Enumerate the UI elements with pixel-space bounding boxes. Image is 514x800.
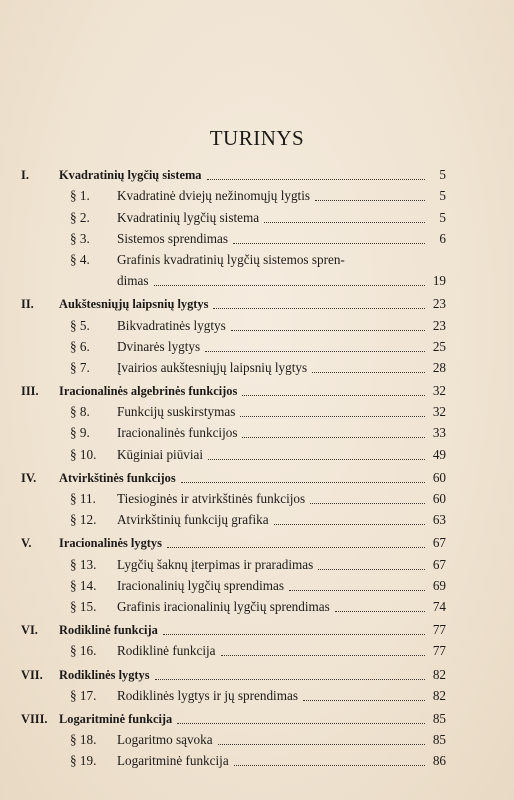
page-number: 28: [432, 359, 446, 375]
section-number: § 7.: [70, 359, 90, 375]
dot-leader: [234, 765, 425, 766]
section-title: Kūginiai piūviai: [117, 446, 204, 462]
section-number: § 1.: [70, 188, 90, 204]
section-title: Logaritmo sąvoka: [117, 732, 213, 748]
page-number: 32: [432, 404, 446, 420]
chapter-title: Iracionalinės algebrinės funkcijos: [59, 384, 238, 399]
toc-chapter: [21, 617, 446, 638]
toc-section: [21, 334, 446, 355]
toc-section: [21, 204, 446, 225]
section-number: § 2.: [70, 209, 90, 225]
dot-leader: [221, 655, 425, 656]
dot-leader: [335, 611, 425, 612]
page-number: 77: [432, 622, 446, 638]
dot-leader: [264, 222, 425, 223]
chapter-title: Rodiklinės lygtys: [59, 667, 150, 682]
dot-leader: [208, 459, 425, 460]
chapter-number: III.: [21, 384, 39, 399]
chapter-number: VIII.: [21, 711, 48, 726]
toc-chapter: [21, 530, 446, 551]
section-number: § 9.: [70, 425, 90, 441]
dot-leader: [163, 634, 425, 635]
dot-leader: [310, 503, 425, 504]
section-number: § 16.: [70, 643, 97, 659]
section-title: Sistemos sprendimas: [117, 230, 228, 246]
dot-leader: [167, 547, 425, 548]
section-title: Grafinis kvadratinių lygčių sistemos spren-: [117, 251, 345, 267]
page-number: 69: [432, 577, 446, 593]
toc-section: [21, 727, 446, 748]
chapter-number: V.: [21, 536, 32, 551]
page-number: 6: [439, 230, 446, 246]
toc-section: [21, 247, 446, 268]
table-of-contents: [21, 162, 446, 769]
page-number: 63: [432, 512, 446, 528]
section-number: § 6.: [70, 338, 90, 354]
toc-section: [21, 420, 446, 441]
dot-leader: [312, 372, 425, 373]
page-number: 82: [432, 666, 446, 682]
section-title: Įvairios aukštesniųjų laipsnių lygtys: [117, 359, 308, 375]
section-title: Grafinis iracionalinių lygčių sprendimas: [117, 598, 330, 614]
section-number: § 13.: [70, 556, 97, 572]
section-title: Rodiklinė funkcija: [117, 643, 216, 659]
dot-leader: [242, 395, 425, 396]
dot-leader: [154, 285, 425, 286]
toc-section: [21, 594, 446, 615]
section-title: Logaritminė funkcija: [117, 753, 229, 769]
toc-section: [21, 183, 446, 204]
section-title: Lygčių šaknų įterpimas ir praradimas: [117, 556, 314, 572]
dot-leader: [240, 416, 425, 417]
dot-leader: [155, 679, 425, 680]
toc-section: [21, 399, 446, 420]
toc-chapter: [21, 162, 446, 183]
section-number: § 17.: [70, 687, 97, 703]
chapter-title: Logaritminė funkcija: [59, 711, 173, 726]
page-number: 60: [432, 491, 446, 506]
toc-section: [21, 573, 446, 594]
section-title: Kvadratinė dviejų nežinomųjų lygtis: [117, 188, 311, 204]
section-title: Bikvadratinės lygtys: [117, 317, 226, 333]
dot-leader: [318, 569, 425, 570]
dot-leader: [233, 243, 425, 244]
section-number: § 10.: [70, 446, 97, 462]
section-number: § 11.: [70, 491, 96, 506]
dot-leader: [303, 700, 425, 701]
chapter-number: VI.: [21, 623, 38, 638]
dot-leader: [274, 524, 425, 525]
dot-leader: [231, 330, 425, 331]
page-number: 60: [432, 469, 446, 485]
chapter-title: Iracionalinės lygtys: [59, 536, 162, 551]
section-number: § 14.: [70, 577, 97, 593]
toc-section: [21, 507, 446, 528]
page-number: 67: [432, 535, 446, 551]
dot-leader: [289, 590, 425, 591]
page-number: 5: [439, 209, 446, 225]
page-number: 23: [432, 296, 446, 312]
dot-leader: [205, 351, 425, 352]
toc-section: [21, 638, 446, 659]
page-number: 82: [432, 687, 446, 703]
toc-section: [21, 312, 446, 333]
toc-section-continued: [21, 268, 446, 289]
page-number: 85: [432, 732, 446, 748]
section-title: Tiesioginės ir atvirkštinės funkcijos: [117, 491, 306, 506]
chapter-title: Atvirkštinės funkcijos: [59, 470, 176, 485]
toc-section: [21, 226, 446, 247]
section-title: Funkcijų suskirstymas: [117, 404, 236, 420]
section-title: Atvirkštinių funkcijų grafika: [117, 512, 269, 528]
section-number: § 18.: [70, 732, 97, 748]
page-number: 85: [432, 710, 446, 726]
section-number: § 15.: [70, 598, 97, 614]
section-number: § 12.: [70, 512, 97, 528]
toc-section: [21, 551, 446, 572]
dot-leader: [207, 179, 426, 180]
chapter-number: II.: [21, 297, 34, 312]
section-title: Rodiklinės lygtys ir jų sprendimas: [117, 687, 298, 703]
dot-leader: [213, 308, 425, 309]
section-number: § 5.: [70, 317, 90, 333]
page-number: 25: [432, 338, 446, 354]
page-number: 23: [432, 317, 446, 333]
toc-section: [21, 441, 446, 462]
dot-leader: [218, 744, 425, 745]
section-title: Iracionalinės funkcijos: [117, 425, 238, 441]
page-number: 67: [432, 556, 446, 572]
page-number: 19: [432, 273, 446, 289]
dot-leader: [177, 723, 425, 724]
section-title: Dvinarės lygtys: [117, 338, 201, 354]
page-number: 5: [439, 188, 446, 204]
page-number: 74: [432, 598, 446, 614]
section-number: § 8.: [70, 404, 90, 420]
page-title: TURINYS: [209, 126, 305, 150]
toc-section: [21, 355, 446, 376]
toc-section: [21, 486, 446, 507]
toc-chapter: [21, 706, 446, 727]
section-number: § 4.: [70, 251, 90, 267]
dot-leader: [181, 482, 425, 483]
chapter-number: IV.: [21, 470, 37, 485]
chapter-title: Aukštesniųjų laipsnių lygtys: [59, 297, 209, 312]
toc-chapter: [21, 465, 446, 486]
toc-chapter: [21, 291, 446, 312]
toc-chapter: [21, 378, 446, 399]
section-title-continued: dimas: [117, 273, 149, 289]
page-number: 49: [432, 446, 446, 462]
page-number: 77: [432, 643, 446, 659]
chapter-title: Kvadratinių lygčių sistema: [59, 168, 202, 183]
chapter-title: Rodiklinė funkcija: [59, 623, 158, 638]
dot-leader: [242, 437, 425, 438]
section-title: Iracionalinių lygčių sprendimas: [117, 577, 284, 593]
toc-chapter: [21, 661, 446, 682]
page-number: 32: [432, 383, 446, 399]
section-number: § 19.: [70, 753, 97, 769]
page-number: 86: [432, 753, 446, 769]
section-title: Kvadratinių lygčių sistema: [117, 209, 260, 225]
toc-section: [21, 683, 446, 704]
dot-leader: [315, 200, 425, 201]
toc-section: [21, 748, 446, 769]
section-number: § 3.: [70, 230, 90, 246]
page-number: 33: [432, 425, 446, 441]
page-number: 5: [439, 167, 446, 183]
chapter-number: I.: [21, 168, 29, 183]
chapter-number: VII.: [21, 667, 43, 682]
